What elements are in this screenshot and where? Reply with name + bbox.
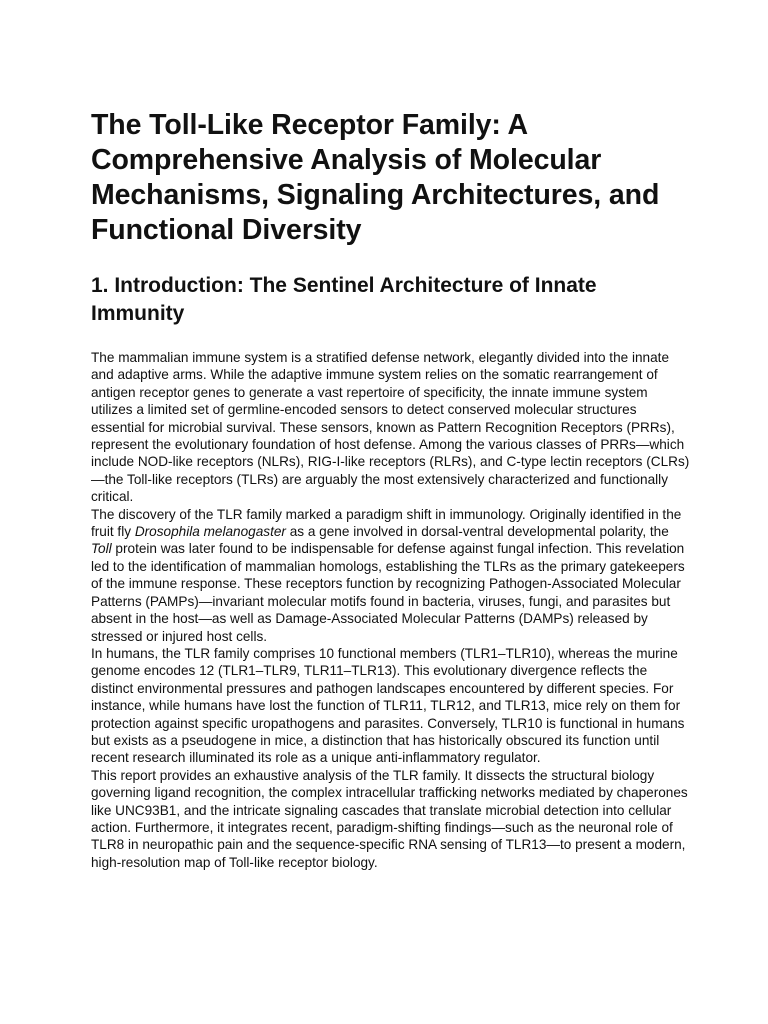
paragraph-text: protein was later found to be indispensable for defense against fungal infection. This revelation led to the identification of mammalian homologs, establishing the TLRs as the primary gatekeepers of the immune response. These receptors function by recognizing Pathogen-Associated Molecular Patterns (PAMPs)—invariant molecular motifs found in bacteria, viruses, fungi, and parasites but absent in the host—as well as Damage-Associated Molecular Patterns (DAMPs) released by stressed or injured host cells. [91, 541, 685, 644]
section-heading: 1. Introduction: The Sentinel Architecture of Innate Immunity [91, 274, 597, 325]
paragraph-species-divergence: In humans, the TLR family comprises 10 functional members (TLR1–TLR10), whereas the murine genome encodes 12 (TLR1–TLR9, TLR11–TLR13). This evolutionary divergence reflects the distinct environmental pressures and pathogen landscapes encountered by different species. For instance, while humans have lost the function of TLR11, TLR12, and TLR13, mice rely on them for protection against specific uropathogens and parasites. Conversely, TLR10 is functional in humans but exists as a pseudogene in mice, a distinction that has historically obscured its function until recent research illuminated its role as a unique anti-inflammatory regulator. [91, 645, 685, 766]
document-page [91, 108, 691, 871]
paragraph-text: as a gene involved in dorsal-ventral developmental polarity, the [285, 524, 669, 540]
paragraph-text: The discovery of the TLR family marked a paradigm shift in immunology. Originally identified in the fruit fly [91, 506, 682, 540]
italic-gene-name: Toll [91, 541, 112, 557]
paragraph-discovery [91, 506, 691, 645]
document-title: The Toll-Like Receptor Family: A Comprehensive Analysis of Molecular Mechanisms, Signaling Architectures, and Functional Diversity [91, 109, 660, 246]
paragraph-intro: The mammalian immune system is a stratified defense network, elegantly divided into the innate and adaptive arms. While the adaptive immune system relies on the somatic rearrangement of antigen receptor genes to generate a vast repertoire of specificity, the innate immune system utilizes a limited set of germline-encoded sensors to detect conserved molecular structures essential for microbial survival. These sensors, known as Pattern Recognition Receptors (PRRs), represent the evolutionary foundation of host defense. Among the various classes of PRRs—which include NOD-like receptors (NLRs), RIG-I-like receptors (RLRs), and C-type lectin receptors (CLRs)—the Toll-like receptors (TLRs) are arguably the most extensively characterized and functionally critical. [91, 350, 690, 505]
italic-species-name: Drosophila melanogaster [134, 524, 286, 540]
paragraph-report-scope: This report provides an exhaustive analysis of the TLR family. It dissects the structural biology governing ligand recognition, the complex intracellular trafficking networks mediated by chaperones like UNC93B1, and the intricate signaling cascades that translate microbial detection into cellular action. Furthermore, it integrates recent, paradigm-shifting findings—such as the neuronal role of TLR8 in neuropathic pain and the sequence-specific RNA sensing of TLR13—to present a modern, high-resolution map of Toll-like receptor biology. [91, 767, 688, 870]
